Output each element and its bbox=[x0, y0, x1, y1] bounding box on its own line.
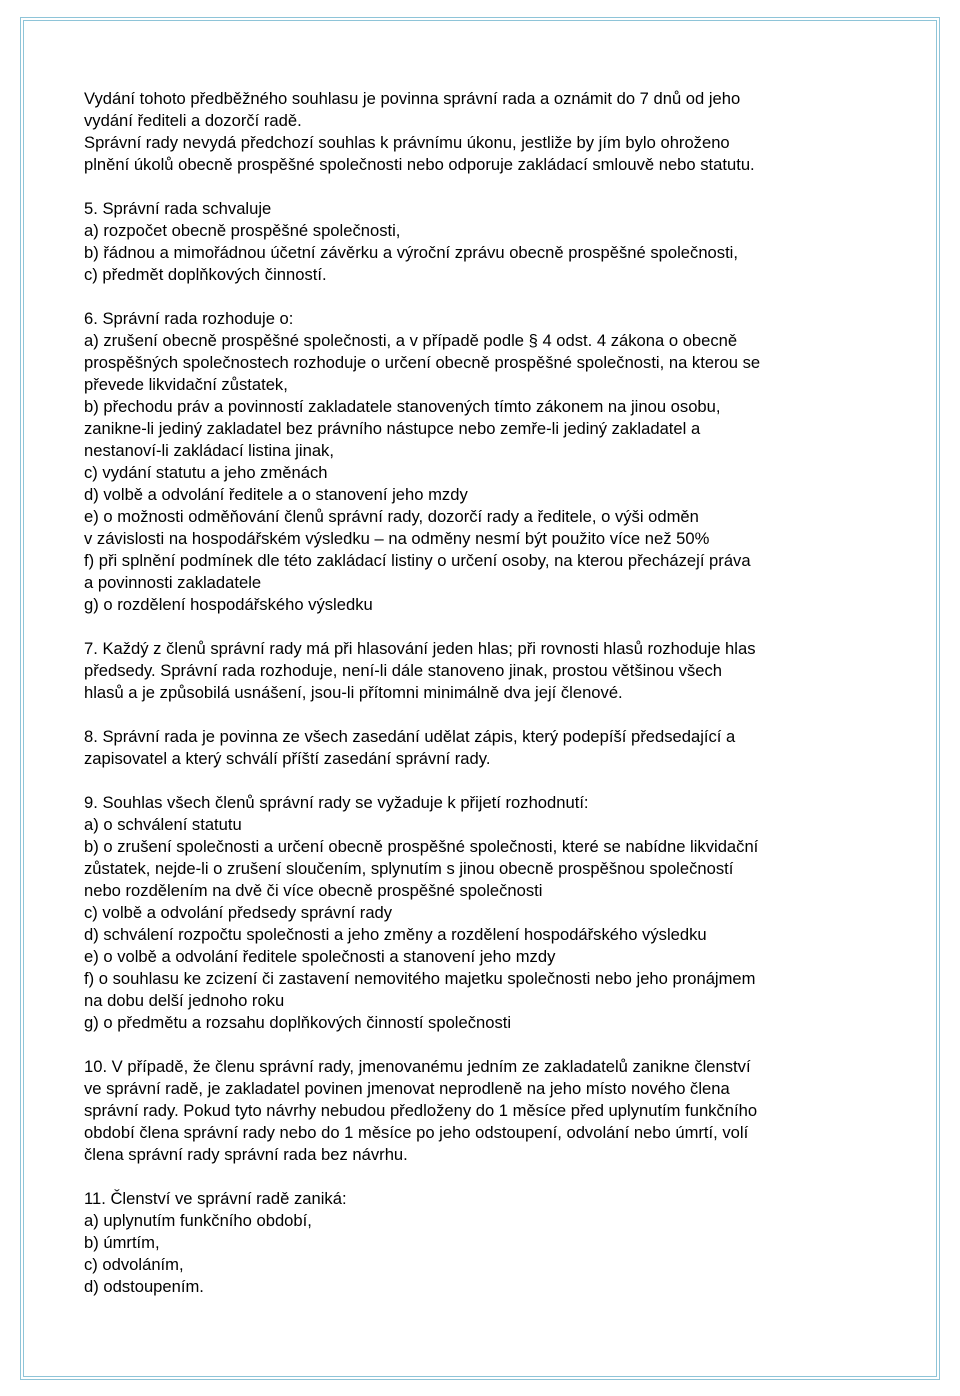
text-line: vydání řediteli a dozorčí radě. bbox=[84, 111, 302, 130]
paragraph-6 bbox=[84, 792, 884, 1034]
text-line: zůstatek, nejde-li o zrušení sloučením, splynutím s jinou obecně prospěšnou společností bbox=[84, 859, 734, 878]
text-line: hlasů a je způsobilá usnášení, jsou-li přítomni minimálně dva její členové. bbox=[84, 683, 623, 702]
text-line: d) schválení rozpočtu společnosti a jeho změny a rozdělení hospodářského výsledku bbox=[84, 925, 707, 944]
text-line: 6. Správní rada rozhoduje o: bbox=[84, 309, 294, 328]
text-line: e) o možnosti odměňování členů správní rady, dozorčí rady a ředitele, o výši odměn bbox=[84, 507, 699, 526]
text-line: b) přechodu práv a povinností zakladatele stanovených tímto zákonem na jinou osobu, bbox=[84, 397, 721, 416]
paragraph-2 bbox=[84, 198, 884, 286]
text-line: a povinnosti zakladatele bbox=[84, 573, 262, 592]
text-line: předsedy. Správní rada rozhoduje, není-li dále stanoveno jinak, prostou většinou všech bbox=[84, 661, 723, 680]
paragraph-1 bbox=[84, 88, 884, 176]
paragraph-4 bbox=[84, 638, 884, 704]
text-line: a) rozpočet obecně prospěšné společnosti, bbox=[84, 221, 401, 240]
text-line: c) odvoláním, bbox=[84, 1255, 184, 1274]
text-line: plnění úkolů obecně prospěšné společnosti nebo odporuje zakládací smlouvě nebo statutu. bbox=[84, 155, 755, 174]
text-line: 8. Správní rada je povinna ze všech zasedání udělat zápis, který podepíší předsedající a bbox=[84, 727, 736, 746]
text-line: Správní rady nevydá předchozí souhlas k právnímu úkonu, jestliže by jím bylo ohroženo bbox=[84, 133, 730, 152]
text-line: 10. V případě, že členu správní rady, jmenovanému jedním ze zakladatelů zanikne členství bbox=[84, 1057, 751, 1076]
text-line: v závislosti na hospodářském výsledku – na odměny nesmí být použito více než 50% bbox=[84, 529, 710, 548]
text-line: a) zrušení obecně prospěšné společnosti, a v případě podle § 4 odst. 4 zákona o obecně bbox=[84, 331, 738, 350]
text-line: c) vydání statutu a jeho změnách bbox=[84, 463, 328, 482]
text-line: f) při splnění podmínek dle této zakládací listiny o určení osoby, na kterou přecházejí práva bbox=[84, 551, 751, 570]
text-line: zanikne-li jediný zakladatel bez právního nástupce nebo zemře-li jediný zakladatel a bbox=[84, 419, 701, 438]
text-line: nebo rozdělením na dvě či více obecně prospěšné společnosti bbox=[84, 881, 543, 900]
text-line: převede likvidační zůstatek, bbox=[84, 375, 288, 394]
document-body bbox=[84, 88, 884, 1298]
text-line: 7. Každý z členů správní rady má při hlasování jeden hlas; při rovnosti hlasů rozhoduje hlas bbox=[84, 639, 756, 658]
paragraph-3 bbox=[84, 308, 884, 616]
text-line: 9. Souhlas všech členů správní rady se vyžaduje k přijetí rozhodnutí: bbox=[84, 793, 589, 812]
text-line: c) volbě a odvolání předsedy správní rady bbox=[84, 903, 393, 922]
text-line: správní rady. Pokud tyto návrhy nebudou předloženy do 1 měsíce před uplynutím funkčního bbox=[84, 1101, 758, 1120]
text-line: 11. Členství ve správní radě zaniká: bbox=[84, 1189, 347, 1208]
text-line: d) odstoupením. bbox=[84, 1277, 204, 1296]
text-line: c) předmět doplňkových činností. bbox=[84, 265, 327, 284]
text-line: a) o schválení statutu bbox=[84, 815, 242, 834]
text-line: prospěšných společnostech rozhoduje o určení obecně prospěšné společnosti, na kterou se bbox=[84, 353, 761, 372]
text-line: zapisovatel a který schválí příští zasedání správní rady. bbox=[84, 749, 491, 768]
text-line: e) o volbě a odvolání ředitele společnosti a stanovení jeho mzdy bbox=[84, 947, 556, 966]
text-line: b) řádnou a mimořádnou účetní závěrku a výroční zprávu obecně prospěšné společnosti, bbox=[84, 243, 738, 262]
text-line: d) volbě a odvolání ředitele a o stanovení jeho mzdy bbox=[84, 485, 468, 504]
text-line: člena správní rady správní rada bez návrhu. bbox=[84, 1145, 408, 1164]
text-line: nestanoví-li zakládací listina jinak, bbox=[84, 441, 334, 460]
text-line: na dobu delší jednoho roku bbox=[84, 991, 285, 1010]
text-line: ve správní radě, je zakladatel povinen jmenovat neprodleně na jeho místo nového člena bbox=[84, 1079, 730, 1098]
text-line: g) o rozdělení hospodářského výsledku bbox=[84, 595, 373, 614]
paragraph-8 bbox=[84, 1188, 884, 1298]
text-line: období člena správní rady nebo do 1 měsíce po jeho odstoupení, odvolání nebo úmrtí, volí bbox=[84, 1123, 749, 1142]
text-line: a) uplynutím funkčního období, bbox=[84, 1211, 312, 1230]
text-line: f) o souhlasu ke zcizení či zastavení nemovitého majetku společnosti nebo jeho pronájmem bbox=[84, 969, 756, 988]
text-line: 5. Správní rada schvaluje bbox=[84, 199, 272, 218]
text-line: b) o zrušení společnosti a určení obecně prospěšné společnosti, které se nabídne likvidační bbox=[84, 837, 759, 856]
paragraph-7 bbox=[84, 1056, 884, 1166]
text-line: g) o předmětu a rozsahu doplňkových činností společnosti bbox=[84, 1013, 512, 1032]
text-line: Vydání tohoto předběžného souhlasu je povinna správní rada a oznámit do 7 dnů od jeho bbox=[84, 89, 741, 108]
text-line: b) úmrtím, bbox=[84, 1233, 160, 1252]
paragraph-5 bbox=[84, 726, 884, 770]
